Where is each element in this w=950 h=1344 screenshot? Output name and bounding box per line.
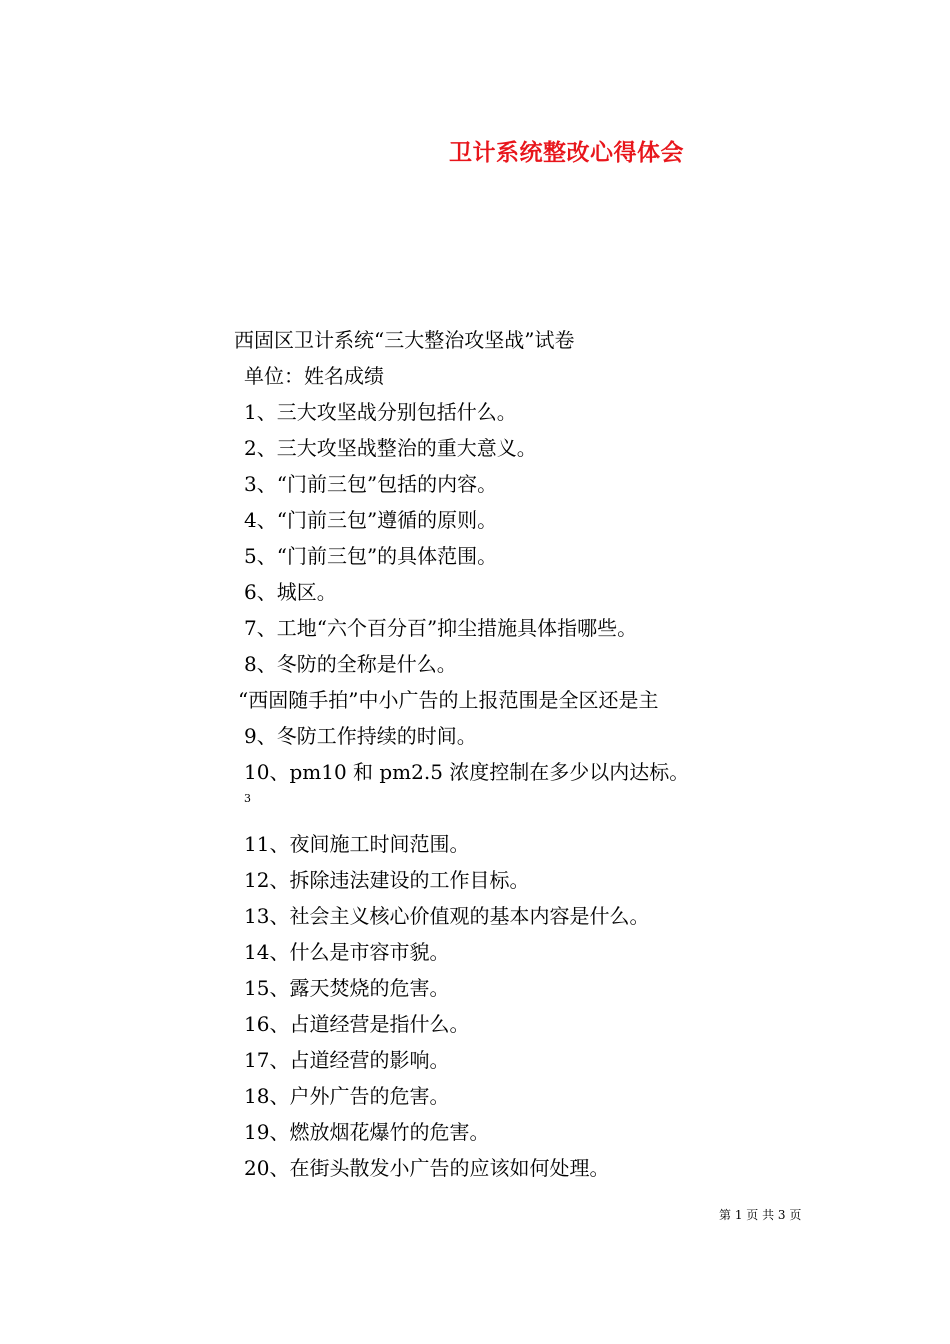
question-6: 6、城区。 xyxy=(244,580,337,604)
question-5: 5、“门前三包”的具体范围。 xyxy=(244,544,498,568)
question-4: 4、“门前三包”遵循的原则。 xyxy=(244,508,498,532)
small-mark: 3 xyxy=(244,792,251,805)
question-12: 12、拆除违法建设的工作目标。 xyxy=(244,868,530,892)
question-17: 17、占道经营的影响。 xyxy=(244,1048,450,1072)
question-20: 20、在街头散发小广告的应该如何处理。 xyxy=(244,1156,610,1180)
question-7: 7、工地“六个百分百”抑尘措施具体指哪些。 xyxy=(244,616,638,640)
question-11: 11、夜间施工时间范围。 xyxy=(244,832,470,856)
question-19: 19、燃放烟花爆竹的危害。 xyxy=(244,1120,490,1144)
question-8: 8、冬防的全称是什么。 xyxy=(244,652,457,676)
question-18: 18、户外广告的危害。 xyxy=(244,1084,450,1108)
question-2: 2、三大攻坚战整治的重大意义。 xyxy=(244,436,537,460)
question-3: 3、“门前三包”包括的内容。 xyxy=(244,472,498,496)
question-13: 13、社会主义核心价值观的基本内容是什么。 xyxy=(244,904,650,928)
question-16: 16、占道经营是指什么。 xyxy=(244,1012,470,1036)
page-footer: 第 1 页 共 3 页 xyxy=(719,1208,802,1222)
document-body xyxy=(234,322,794,1186)
question-14: 14、什么是市容市貌。 xyxy=(244,940,450,964)
question-10: 10、pm10 和 pm2.5 浓度控制在多少以内达标。 xyxy=(244,760,690,784)
quote-line: “西固随手拍”中小广告的上报范围是全区还是主 xyxy=(238,688,659,712)
exam-header: 西固区卫计系统“三大整治攻坚战”试卷 xyxy=(234,328,575,352)
question-15: 15、露天焚烧的危害。 xyxy=(244,976,450,1000)
document-title: 卫计系统整改心得体会 xyxy=(449,139,684,166)
question-1: 1、三大攻坚战分别包括什么。 xyxy=(244,400,517,424)
question-9: 9、冬防工作持续的时间。 xyxy=(244,724,477,748)
exam-info-line: 单位：姓名成绩 xyxy=(244,364,384,388)
